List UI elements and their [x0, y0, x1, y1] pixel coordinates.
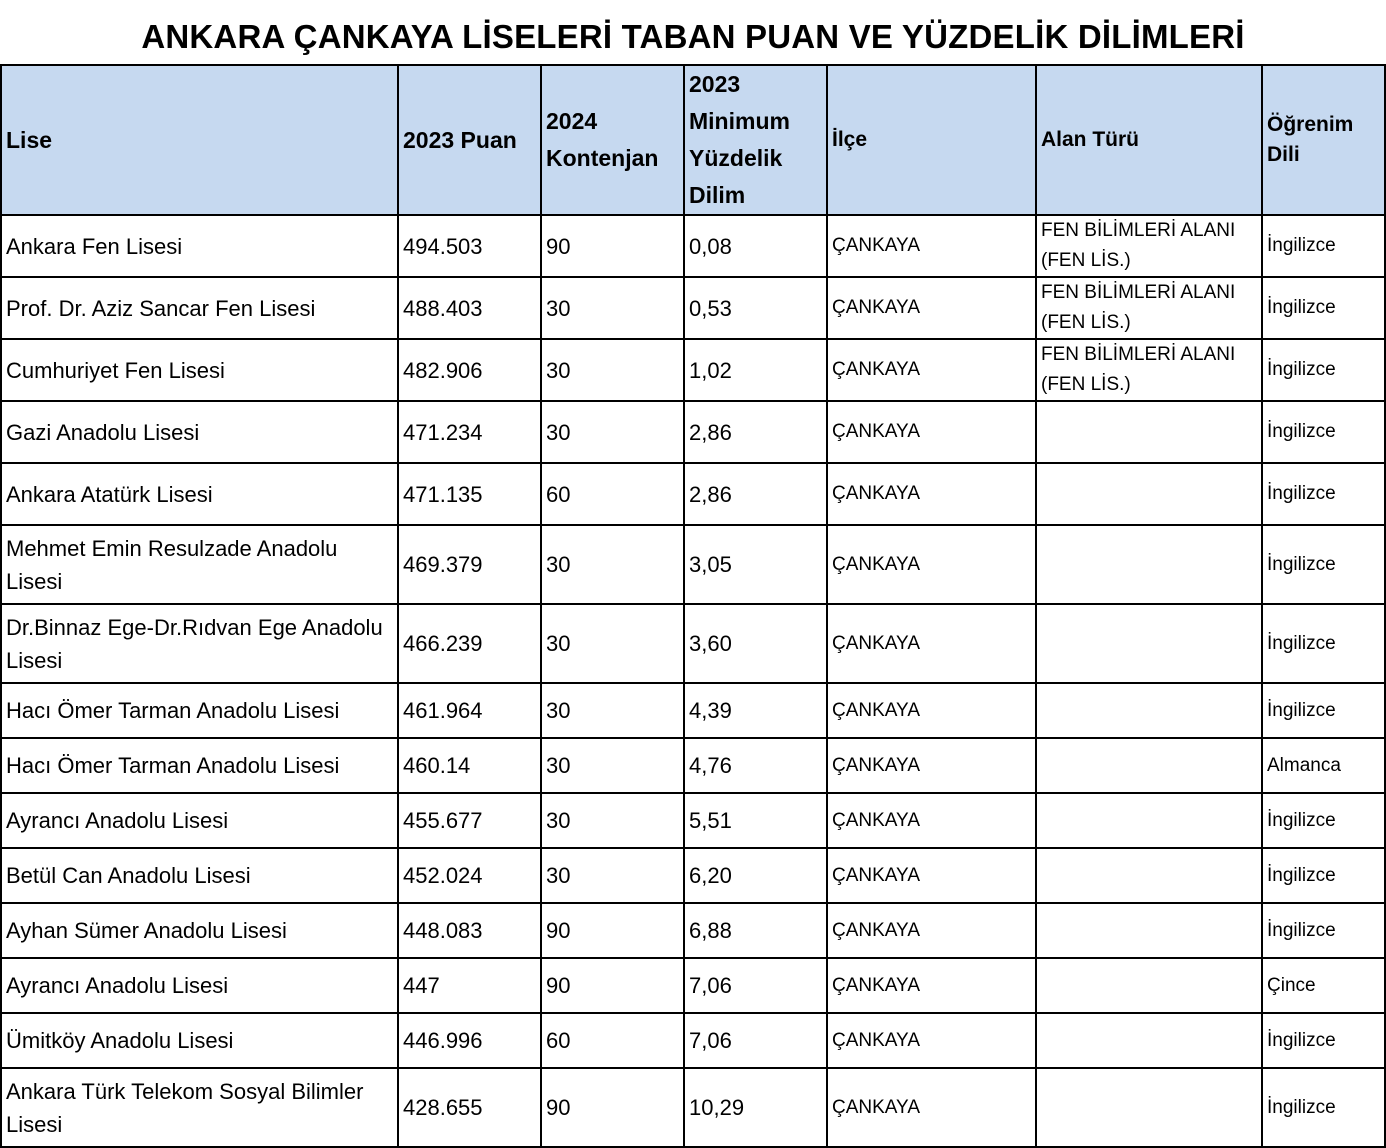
cell-kontenjan: 30	[541, 683, 684, 738]
cell-dil: İngilizce	[1262, 277, 1385, 339]
cell-yuzdelik: 6,88	[684, 903, 827, 958]
table-row	[1, 463, 1385, 525]
cell-yuzdelik: 2,86	[684, 401, 827, 463]
cell-ilce: ÇANKAYA	[827, 463, 1036, 525]
cell-alan	[1036, 604, 1262, 683]
cell-lise: Prof. Dr. Aziz Sancar Fen Lisesi	[1, 277, 398, 339]
cell-kontenjan: 90	[541, 215, 684, 277]
cell-yuzdelik: 2,86	[684, 463, 827, 525]
cell-alan	[1036, 463, 1262, 525]
cell-dil: İngilizce	[1262, 215, 1385, 277]
cell-ilce: ÇANKAYA	[827, 683, 1036, 738]
cell-ilce: ÇANKAYA	[827, 525, 1036, 604]
cell-kontenjan: 30	[541, 339, 684, 401]
cell-puan: 482.906	[398, 339, 541, 401]
cell-dil: İngilizce	[1262, 401, 1385, 463]
cell-alan	[1036, 1068, 1262, 1147]
cell-ilce: ÇANKAYA	[827, 903, 1036, 958]
cell-lise: Betül Can Anadolu Lisesi	[1, 848, 398, 903]
cell-alan	[1036, 525, 1262, 604]
cell-kontenjan: 90	[541, 1068, 684, 1147]
cell-alan: FEN BİLİMLERİ ALANI (FEN LİS.)	[1036, 277, 1262, 339]
cell-kontenjan: 30	[541, 604, 684, 683]
cell-ilce: ÇANKAYA	[827, 738, 1036, 793]
table-row	[1, 604, 1385, 683]
cell-puan: 466.239	[398, 604, 541, 683]
cell-yuzdelik: 5,51	[684, 793, 827, 848]
cell-puan: 494.503	[398, 215, 541, 277]
cell-yuzdelik: 3,05	[684, 525, 827, 604]
cell-puan: 446.996	[398, 1013, 541, 1068]
table-row	[1, 277, 1385, 339]
cell-yuzdelik: 7,06	[684, 958, 827, 1013]
cell-puan: 461.964	[398, 683, 541, 738]
table-row	[1, 401, 1385, 463]
cell-lise: Ankara Atatürk Lisesi	[1, 463, 398, 525]
header-yuzdelik: 2023 Minimum Yüzdelik Dilim	[684, 65, 827, 215]
cell-puan: 455.677	[398, 793, 541, 848]
cell-yuzdelik: 6,20	[684, 848, 827, 903]
cell-lise: Gazi Anadolu Lisesi	[1, 401, 398, 463]
table-body	[1, 215, 1385, 1147]
cell-kontenjan: 30	[541, 738, 684, 793]
cell-kontenjan: 30	[541, 525, 684, 604]
cell-dil: İngilizce	[1262, 1013, 1385, 1068]
table-row	[1, 903, 1385, 958]
cell-alan	[1036, 848, 1262, 903]
cell-kontenjan: 30	[541, 401, 684, 463]
cell-kontenjan: 90	[541, 958, 684, 1013]
cell-puan: 448.083	[398, 903, 541, 958]
cell-dil: Çince	[1262, 958, 1385, 1013]
header-alan: Alan Türü	[1036, 65, 1262, 215]
cell-puan: 488.403	[398, 277, 541, 339]
cell-ilce: ÇANKAYA	[827, 1068, 1036, 1147]
cell-puan: 428.655	[398, 1068, 541, 1147]
cell-ilce: ÇANKAYA	[827, 604, 1036, 683]
cell-puan: 471.135	[398, 463, 541, 525]
table-row	[1, 958, 1385, 1013]
table-row	[1, 1013, 1385, 1068]
cell-kontenjan: 60	[541, 1013, 684, 1068]
cell-lise: Cumhuriyet Fen Lisesi	[1, 339, 398, 401]
cell-ilce: ÇANKAYA	[827, 339, 1036, 401]
cell-alan: FEN BİLİMLERİ ALANI (FEN LİS.)	[1036, 339, 1262, 401]
cell-dil: Almanca	[1262, 738, 1385, 793]
cell-alan: FEN BİLİMLERİ ALANI (FEN LİS.)	[1036, 215, 1262, 277]
cell-dil: İngilizce	[1262, 339, 1385, 401]
cell-puan: 471.234	[398, 401, 541, 463]
cell-yuzdelik: 1,02	[684, 339, 827, 401]
cell-lise: Ankara Fen Lisesi	[1, 215, 398, 277]
table-row	[1, 848, 1385, 903]
cell-kontenjan: 60	[541, 463, 684, 525]
cell-lise: Dr.Binnaz Ege-Dr.Rıdvan Ege Anadolu Lisesi	[1, 604, 398, 683]
cell-dil: İngilizce	[1262, 848, 1385, 903]
cell-ilce: ÇANKAYA	[827, 958, 1036, 1013]
cell-ilce: ÇANKAYA	[827, 848, 1036, 903]
cell-lise: Ayhan Sümer Anadolu Lisesi	[1, 903, 398, 958]
cell-yuzdelik: 7,06	[684, 1013, 827, 1068]
cell-dil: İngilizce	[1262, 1068, 1385, 1147]
table-row	[1, 339, 1385, 401]
cell-alan	[1036, 1013, 1262, 1068]
cell-alan	[1036, 793, 1262, 848]
cell-dil: İngilizce	[1262, 604, 1385, 683]
cell-lise: Hacı Ömer Tarman Anadolu Lisesi	[1, 683, 398, 738]
table-row	[1, 1068, 1385, 1147]
schools-table	[0, 64, 1386, 1148]
header-row	[1, 65, 1385, 215]
cell-dil: İngilizce	[1262, 683, 1385, 738]
header-kontenjan: 2024 Kontenjan	[541, 65, 684, 215]
table-row	[1, 738, 1385, 793]
cell-dil: İngilizce	[1262, 463, 1385, 525]
cell-puan: 469.379	[398, 525, 541, 604]
header-ilce: İlçe	[827, 65, 1036, 215]
cell-kontenjan: 30	[541, 793, 684, 848]
cell-ilce: ÇANKAYA	[827, 793, 1036, 848]
cell-puan: 460.14	[398, 738, 541, 793]
page-title: ANKARA ÇANKAYA LİSELERİ TABAN PUAN VE YÜZDELİK DİLİMLERİ	[141, 18, 1245, 55]
cell-kontenjan: 30	[541, 277, 684, 339]
table-row	[1, 793, 1385, 848]
cell-ilce: ÇANKAYA	[827, 277, 1036, 339]
cell-dil: İngilizce	[1262, 793, 1385, 848]
cell-lise: Hacı Ömer Tarman Anadolu Lisesi	[1, 738, 398, 793]
cell-yuzdelik: 10,29	[684, 1068, 827, 1147]
cell-kontenjan: 90	[541, 903, 684, 958]
cell-dil: İngilizce	[1262, 525, 1385, 604]
cell-alan	[1036, 401, 1262, 463]
header-lise: Lise	[1, 65, 398, 215]
cell-ilce: ÇANKAYA	[827, 401, 1036, 463]
table-row	[1, 525, 1385, 604]
cell-yuzdelik: 0,08	[684, 215, 827, 277]
cell-ilce: ÇANKAYA	[827, 1013, 1036, 1068]
cell-alan	[1036, 903, 1262, 958]
cell-ilce: ÇANKAYA	[827, 215, 1036, 277]
cell-lise: Ankara Türk Telekom Sosyal Bilimler Lisesi	[1, 1068, 398, 1147]
table-row	[1, 683, 1385, 738]
cell-yuzdelik: 3,60	[684, 604, 827, 683]
cell-yuzdelik: 0,53	[684, 277, 827, 339]
table-row	[1, 215, 1385, 277]
cell-alan	[1036, 738, 1262, 793]
cell-lise: Ümitköy Anadolu Lisesi	[1, 1013, 398, 1068]
header-dil: Öğrenim Dili	[1262, 65, 1385, 215]
cell-puan: 452.024	[398, 848, 541, 903]
cell-kontenjan: 30	[541, 848, 684, 903]
cell-yuzdelik: 4,76	[684, 738, 827, 793]
cell-alan	[1036, 683, 1262, 738]
cell-dil: İngilizce	[1262, 903, 1385, 958]
cell-lise: Mehmet Emin Resulzade Anadolu Lisesi	[1, 525, 398, 604]
cell-puan: 447	[398, 958, 541, 1013]
cell-yuzdelik: 4,39	[684, 683, 827, 738]
header-puan: 2023 Puan	[398, 65, 541, 215]
cell-lise: Ayrancı Anadolu Lisesi	[1, 793, 398, 848]
cell-lise: Ayrancı Anadolu Lisesi	[1, 958, 398, 1013]
cell-alan	[1036, 958, 1262, 1013]
